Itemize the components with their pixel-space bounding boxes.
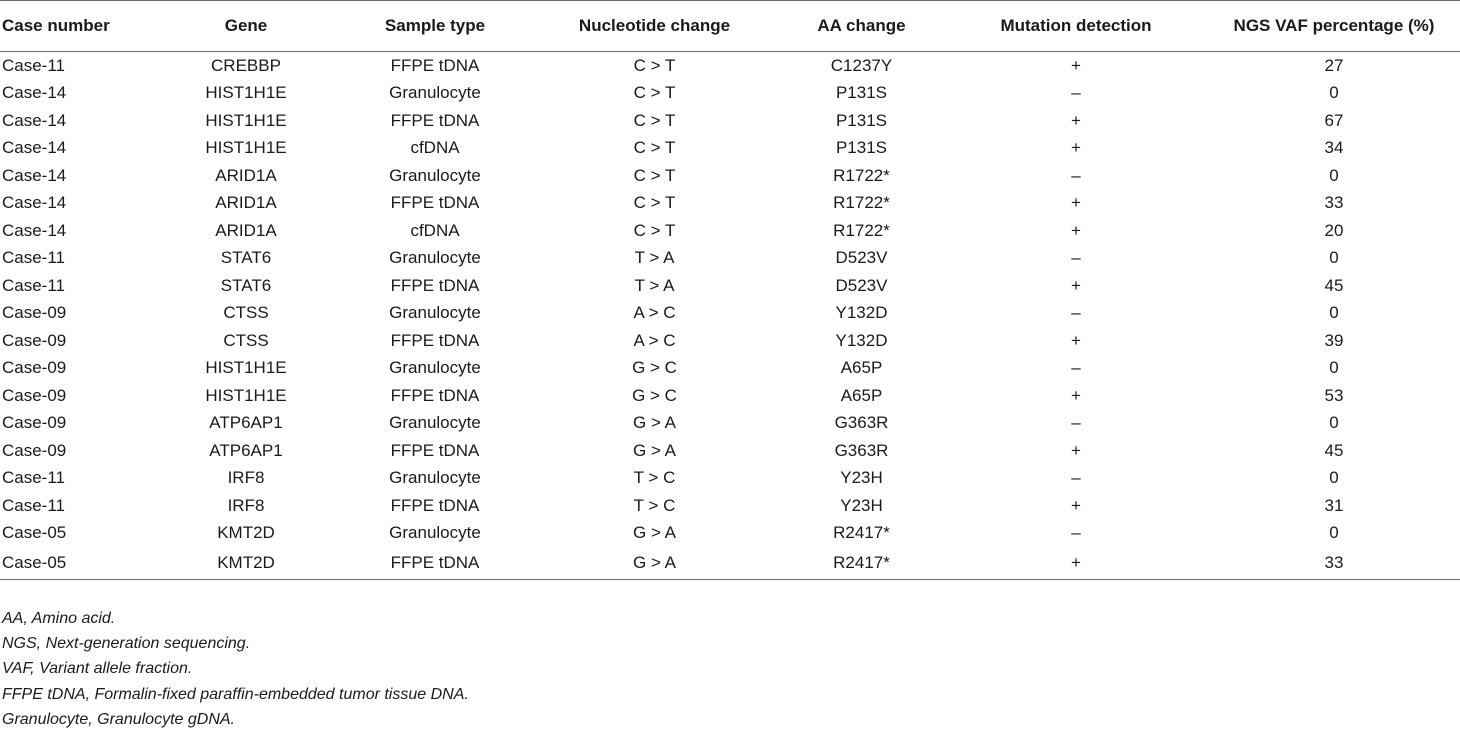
table-row: [0, 327, 1460, 355]
cell-ngs-vaf: 39: [1324, 330, 1344, 350]
table-footnotes: [2, 606, 469, 732]
cell-aa-change: G363R: [834, 413, 889, 433]
cell-aa-change: Y23H: [840, 495, 883, 515]
cell-gene: HIST1H1E: [205, 110, 287, 130]
cell-aa-change: P131S: [835, 83, 888, 103]
cell-case-number: Case-14: [2, 138, 67, 158]
cell-aa-change: R2417*: [833, 523, 890, 543]
cell-nucleotide-change: G > C: [632, 358, 677, 378]
cell-nucleotide-change: T > C: [633, 495, 676, 515]
cell-nucleotide-change: A > C: [633, 303, 676, 323]
cell-gene: HIST1H1E: [205, 138, 287, 158]
cell-nucleotide-change: C > T: [633, 110, 676, 130]
cell-sample-type: FFPE tDNA: [390, 55, 480, 75]
cell-nucleotide-change: G > A: [633, 440, 676, 460]
cell-gene: HIST1H1E: [205, 83, 287, 103]
cell-sample-type: Granulocyte: [389, 413, 481, 433]
cell-gene: STAT6: [220, 275, 272, 295]
cell-ngs-vaf: 34: [1324, 138, 1344, 158]
cell-sample-type: FFPE tDNA: [340, 547, 530, 580]
cell-sample-type: FFPE tDNA: [390, 495, 480, 515]
footnote: VAF, Variant allele fraction.: [2, 660, 193, 678]
cell-aa-change: P131S: [835, 110, 888, 130]
table-row: [0, 355, 1460, 383]
header-aa-change: AA change: [779, 1, 944, 52]
cell-sample-type: Granulocyte: [389, 468, 481, 488]
cell-gene: KMT2D: [217, 523, 275, 543]
cell-aa-change: C1237Y: [830, 55, 893, 75]
cell-gene: HIST1H1E: [205, 358, 287, 378]
cell-mutation-detection: +: [1071, 275, 1081, 295]
cell-nucleotide-change: G > A: [530, 547, 779, 580]
cell-gene: ATP6AP1: [209, 440, 283, 460]
cell-case-number: Case-11: [2, 248, 65, 268]
cell-nucleotide-change: C > T: [633, 193, 676, 213]
cell-sample-type: Granulocyte: [389, 83, 481, 103]
cell-sample-type: FFPE tDNA: [390, 275, 480, 295]
table-row: [0, 272, 1460, 300]
cell-sample-type: cfDNA: [410, 138, 460, 158]
cell-mutation-detection: –: [1071, 413, 1081, 433]
cell-nucleotide-change: C > T: [633, 165, 676, 185]
cell-ngs-vaf: 0: [1329, 358, 1339, 378]
cell-mutation-detection: –: [1071, 248, 1081, 268]
cell-gene: ARID1A: [215, 193, 277, 213]
cell-gene: HIST1H1E: [205, 385, 287, 405]
cell-mutation-detection: +: [1071, 138, 1081, 158]
cell-case-number: Case-09: [2, 413, 67, 433]
cell-mutation-detection: –: [1071, 523, 1081, 543]
cell-case-number: Case-11: [2, 495, 65, 515]
cell-nucleotide-change: T > C: [633, 468, 676, 488]
cell-mutation-detection: –: [1071, 358, 1081, 378]
cell-case-number: Case-09: [2, 385, 67, 405]
cell-nucleotide-change: G > A: [633, 523, 676, 543]
cell-ngs-vaf: 45: [1324, 275, 1344, 295]
cell-sample-type: Granulocyte: [389, 358, 481, 378]
table-row: [0, 520, 1460, 548]
cell-nucleotide-change: A > C: [633, 330, 676, 350]
cell-sample-type: cfDNA: [410, 220, 460, 240]
cell-case-number: Case-05: [0, 547, 152, 580]
cell-mutation-detection: +: [1071, 440, 1081, 460]
table-row: [0, 382, 1460, 410]
cell-mutation-detection: +: [944, 547, 1208, 580]
cell-mutation-detection: +: [1071, 385, 1081, 405]
cell-aa-change: R1722*: [833, 165, 890, 185]
footnote: AA, Amino acid.: [2, 610, 116, 627]
table-header: [0, 1, 1460, 52]
footnote: NGS, Next-generation sequencing.: [2, 635, 251, 653]
cell-case-number: Case-09: [2, 303, 67, 323]
cell-gene: ARID1A: [215, 220, 277, 240]
table-row: [0, 465, 1460, 493]
cell-gene: CTSS: [223, 303, 269, 323]
cell-sample-type: Granulocyte: [389, 248, 481, 268]
cell-aa-change: Y132D: [835, 330, 888, 350]
cell-mutation-detection: –: [1071, 83, 1081, 103]
cell-aa-change: R1722*: [833, 220, 890, 240]
cell-case-number: Case-14: [2, 110, 67, 130]
table-row: [0, 190, 1460, 218]
cell-sample-type: FFPE tDNA: [390, 440, 480, 460]
table-row: [0, 410, 1460, 438]
table-row: [0, 300, 1460, 328]
cell-case-number: Case-09: [2, 358, 67, 378]
header-ngs-vaf: NGS VAF percentage (%): [1208, 1, 1460, 52]
cell-nucleotide-change: G > A: [633, 413, 676, 433]
cell-nucleotide-change: T > A: [634, 275, 675, 295]
cell-ngs-vaf: 45: [1324, 440, 1344, 460]
table-body: [0, 52, 1460, 580]
cell-ngs-vaf: 0: [1329, 248, 1339, 268]
cell-mutation-detection: –: [1071, 303, 1081, 323]
header-nucleotide-change: Nucleotide change: [530, 1, 779, 52]
cell-mutation-detection: +: [1071, 110, 1081, 130]
cell-aa-change: R1722*: [833, 193, 890, 213]
cell-sample-type: Granulocyte: [389, 303, 481, 323]
cell-mutation-detection: +: [1071, 193, 1081, 213]
cell-nucleotide-change: C > T: [633, 83, 676, 103]
cell-sample-type: FFPE tDNA: [390, 110, 480, 130]
cell-ngs-vaf: 0: [1329, 165, 1339, 185]
cell-case-number: Case-05: [2, 523, 67, 543]
cell-aa-change: P131S: [835, 138, 888, 158]
cell-case-number: Case-14: [2, 83, 67, 103]
header-sample-type: Sample type: [340, 1, 530, 52]
table-row: [0, 245, 1460, 273]
cell-case-number: Case-09: [2, 330, 67, 350]
footnote: Granulocyte, Granulocyte gDNA.: [2, 710, 235, 728]
cell-gene: CTSS: [223, 330, 269, 350]
cell-gene: IRF8: [227, 495, 265, 515]
cell-sample-type: FFPE tDNA: [390, 385, 480, 405]
cell-case-number: Case-14: [2, 165, 67, 185]
cell-ngs-vaf: 0: [1329, 303, 1339, 323]
table-row: [0, 52, 1460, 80]
cell-sample-type: FFPE tDNA: [390, 330, 480, 350]
header-row: [0, 1, 1460, 52]
cell-sample-type: Granulocyte: [389, 523, 481, 543]
cell-ngs-vaf: 27: [1324, 55, 1344, 75]
cell-gene: ATP6AP1: [209, 413, 283, 433]
cell-ngs-vaf: 53: [1324, 385, 1344, 405]
table-row: [0, 107, 1460, 135]
cell-aa-change: D523V: [835, 248, 888, 268]
cell-aa-change: Y132D: [835, 303, 888, 323]
cell-aa-change: G363R: [834, 440, 889, 460]
table-row: [0, 547, 1460, 580]
cell-gene: ARID1A: [215, 165, 277, 185]
cell-gene: IRF8: [227, 468, 265, 488]
cell-case-number: Case-14: [2, 193, 67, 213]
footnote: FFPE tDNA, Formalin-fixed paraffin-embedded tumor tissue DNA.: [2, 685, 469, 703]
cell-ngs-vaf: 33: [1208, 547, 1460, 580]
table-row: [0, 492, 1460, 520]
cell-gene: KMT2D: [152, 547, 340, 580]
cell-aa-change: A65P: [840, 358, 883, 378]
table-row: [0, 162, 1460, 190]
cell-ngs-vaf: 0: [1329, 523, 1339, 543]
table-row: [0, 135, 1460, 163]
cell-sample-type: FFPE tDNA: [390, 193, 480, 213]
cell-case-number: Case-11: [2, 55, 65, 75]
cell-ngs-vaf: 67: [1324, 110, 1344, 130]
cell-ngs-vaf: 31: [1324, 495, 1344, 515]
cell-case-number: Case-11: [2, 468, 65, 488]
cell-mutation-detection: –: [1071, 468, 1081, 488]
cell-ngs-vaf: 0: [1329, 468, 1339, 488]
cell-mutation-detection: –: [1071, 165, 1081, 185]
cell-mutation-detection: +: [1071, 220, 1081, 240]
cell-aa-change: A65P: [840, 385, 883, 405]
cell-ngs-vaf: 0: [1329, 83, 1339, 103]
cell-ngs-vaf: 0: [1329, 413, 1339, 433]
cell-ngs-vaf: 20: [1324, 220, 1344, 240]
cell-gene: CREBBP: [211, 55, 281, 75]
header-gene: Gene: [152, 1, 340, 52]
cell-nucleotide-change: G > C: [632, 385, 677, 405]
table-row: [0, 217, 1460, 245]
cell-aa-change: Y23H: [840, 468, 883, 488]
cell-case-number: Case-11: [2, 275, 65, 295]
cell-nucleotide-change: C > T: [633, 138, 676, 158]
header-case-number: Case number: [0, 1, 152, 52]
table-row: [0, 437, 1460, 465]
cell-mutation-detection: +: [1071, 330, 1081, 350]
cell-ngs-vaf: 33: [1324, 193, 1344, 213]
cell-nucleotide-change: C > T: [633, 220, 676, 240]
cell-nucleotide-change: C > T: [633, 55, 676, 75]
cell-gene: STAT6: [220, 248, 272, 268]
table-row: [0, 80, 1460, 108]
cell-case-number: Case-14: [2, 220, 67, 240]
cell-mutation-detection: +: [1071, 495, 1081, 515]
cell-aa-change: R2417*: [779, 547, 944, 580]
header-mutation-detection: Mutation detection: [944, 1, 1208, 52]
cell-mutation-detection: +: [1071, 55, 1081, 75]
cell-aa-change: D523V: [835, 275, 888, 295]
cell-case-number: Case-09: [2, 440, 67, 460]
cell-sample-type: Granulocyte: [389, 165, 481, 185]
cell-nucleotide-change: T > A: [634, 248, 675, 268]
